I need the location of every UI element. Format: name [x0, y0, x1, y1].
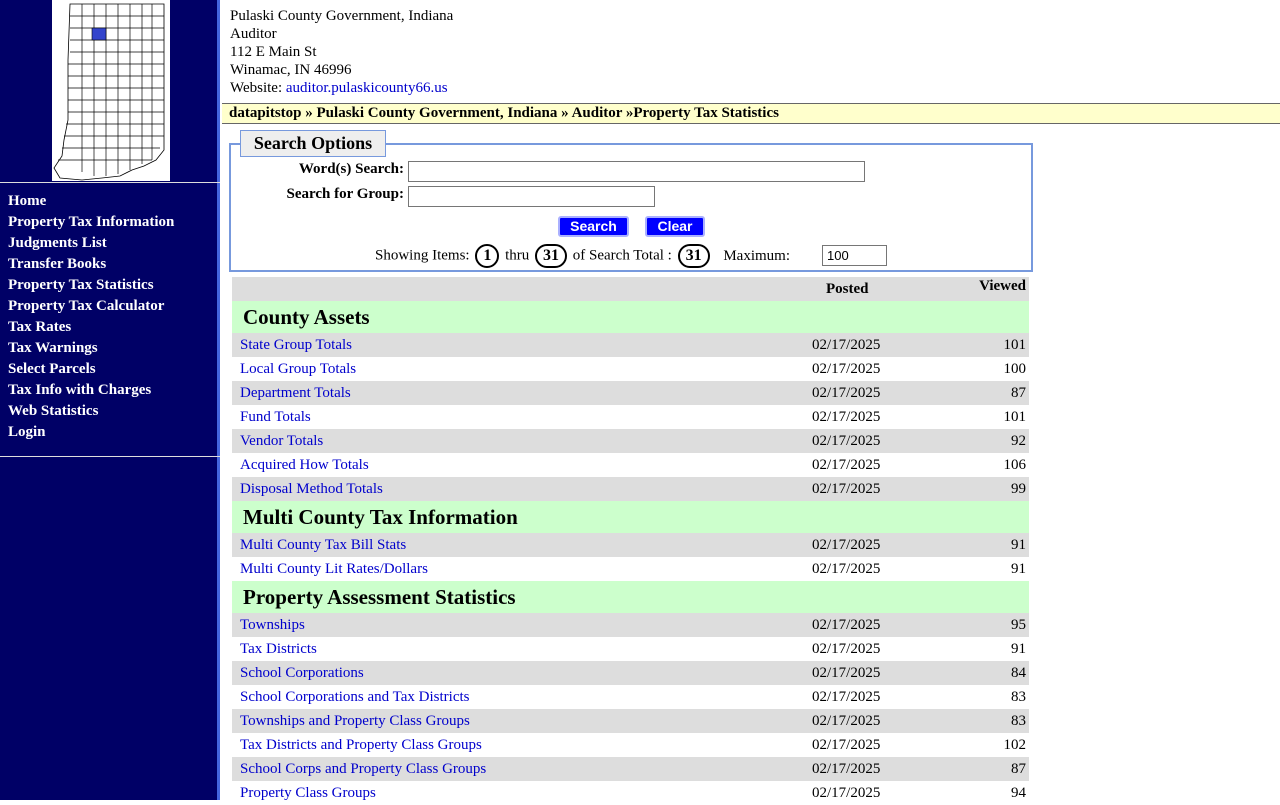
nav-link-tax-warnings[interactable]: Tax Warnings	[8, 340, 98, 356]
maximum-label: Maximum:	[723, 247, 790, 264]
report-link[interactable]: Tax Districts and Property Class Groups	[240, 737, 482, 753]
city-state-zip: Winamac, IN 46996	[230, 62, 352, 78]
nav-link-web-statistics[interactable]: Web Statistics	[8, 403, 99, 419]
viewed-count: 83	[1011, 689, 1026, 705]
report-link[interactable]: Department Totals	[240, 385, 351, 401]
report-link[interactable]: Vendor Totals	[240, 433, 324, 449]
header-address	[230, 7, 453, 97]
search-button[interactable]: Search	[558, 216, 629, 237]
table-row	[232, 557, 1029, 581]
viewed-count: 101	[1003, 337, 1026, 353]
nav-link-home[interactable]: Home	[8, 193, 47, 209]
nav-item-tax-info-with-charges	[8, 381, 174, 402]
viewed-count: 84	[1011, 665, 1026, 681]
nav-item-property-tax-statistics	[8, 276, 174, 297]
table-row	[232, 733, 1029, 757]
group-search-label: Search for Group:	[286, 186, 404, 202]
nav-item-tax-rates	[8, 318, 174, 339]
report-link[interactable]: Acquired How Totals	[240, 457, 369, 473]
sidebar-nav	[8, 192, 174, 444]
posted-date: 02/17/2025	[812, 713, 881, 729]
viewed-count: 101	[1003, 409, 1026, 425]
viewed-count: 91	[1011, 561, 1026, 577]
viewed-count: 87	[1011, 385, 1026, 401]
report-link[interactable]: Property Class Groups	[240, 785, 376, 801]
table-row	[232, 661, 1029, 685]
report-link[interactable]: Disposal Method Totals	[240, 481, 383, 497]
nav-item-transfer-books	[8, 255, 174, 276]
posted-date: 02/17/2025	[812, 537, 881, 553]
nav-link-login[interactable]: Login	[8, 424, 46, 440]
showing-label: Showing Items:	[375, 247, 470, 264]
words-search-label: Word(s) Search:	[298, 161, 404, 177]
table-row	[232, 685, 1029, 709]
group-header: Multi County Tax Information	[232, 501, 1029, 533]
posted-date: 02/17/2025	[812, 785, 881, 801]
posted-date: 02/17/2025	[812, 361, 881, 377]
table-row	[232, 757, 1029, 781]
nav-item-judgments-list	[8, 234, 174, 255]
breadcrumb: datapitstop » Pulaski County Government, Indiana » Auditor »Property Tax Statistics	[222, 103, 1280, 124]
website-link[interactable]: auditor.pulaskicounty66.us	[285, 80, 448, 96]
table-row	[232, 357, 1029, 381]
thru-label: thru	[505, 247, 530, 264]
items-to-badge: 31	[535, 244, 567, 268]
posted-date: 02/17/2025	[812, 409, 881, 425]
nav-link-select-parcels[interactable]: Select Parcels	[8, 361, 96, 377]
viewed-count: 99	[1011, 481, 1026, 497]
table-row	[232, 781, 1029, 805]
viewed-count: 92	[1011, 433, 1026, 449]
viewed-count: 91	[1011, 641, 1026, 657]
nav-item-property-tax-information	[8, 213, 174, 234]
nav-link-property-tax-statistics[interactable]: Property Tax Statistics	[8, 277, 154, 293]
posted-date: 02/17/2025	[812, 641, 881, 657]
clear-button[interactable]: Clear	[645, 216, 705, 237]
website-label: Website:	[230, 80, 283, 96]
nav-item-property-tax-calculator	[8, 297, 174, 318]
report-link[interactable]: Multi County Lit Rates/Dollars	[240, 561, 428, 577]
results-rows	[232, 301, 1029, 805]
viewed-column-header: Viewed	[979, 278, 1026, 294]
posted-date: 02/17/2025	[812, 433, 881, 449]
words-search-input[interactable]	[408, 161, 865, 182]
posted-date: 02/17/2025	[812, 337, 881, 353]
report-link[interactable]: State Group Totals	[240, 337, 352, 353]
nav-item-web-statistics	[8, 402, 174, 423]
table-row	[232, 405, 1029, 429]
pulaski-county-highlight	[92, 28, 106, 40]
search-options-legend: Search Options	[240, 130, 386, 157]
viewed-count: 95	[1011, 617, 1026, 633]
posted-date: 02/17/2025	[812, 561, 881, 577]
table-row	[232, 613, 1029, 637]
items-from-badge: 1	[475, 244, 499, 268]
nav-item-login	[8, 423, 174, 444]
report-link[interactable]: Townships	[240, 617, 305, 633]
posted-date: 02/17/2025	[812, 617, 881, 633]
dept-name: Auditor	[230, 26, 277, 42]
report-link[interactable]: Fund Totals	[240, 409, 311, 425]
report-link[interactable]: Multi County Tax Bill Stats	[240, 537, 407, 553]
table-row	[232, 709, 1029, 733]
results-table	[232, 277, 1029, 805]
nav-item-select-parcels	[8, 360, 174, 381]
table-row	[232, 333, 1029, 357]
nav-link-property-tax-information[interactable]: Property Tax Information	[8, 214, 175, 230]
viewed-count: 87	[1011, 761, 1026, 777]
viewed-count: 106	[1003, 457, 1026, 473]
showing-items-line	[375, 243, 790, 267]
nav-link-judgments-list[interactable]: Judgments List	[8, 235, 107, 251]
posted-column-header: Posted	[826, 281, 869, 297]
report-link[interactable]: School Corps and Property Class Groups	[240, 761, 487, 777]
table-row	[232, 477, 1029, 501]
viewed-count: 102	[1003, 737, 1026, 753]
posted-date: 02/17/2025	[812, 689, 881, 705]
report-link[interactable]: Tax Districts	[240, 641, 317, 657]
street-address: 112 E Main St	[230, 44, 317, 60]
report-link[interactable]: School Corporations	[240, 665, 364, 681]
sidebar	[0, 0, 220, 800]
nav-item-home	[8, 192, 174, 213]
table-row	[232, 637, 1029, 661]
search-total-label: of Search Total :	[572, 247, 672, 264]
table-row	[232, 429, 1029, 453]
posted-date: 02/17/2025	[812, 761, 881, 777]
viewed-count: 91	[1011, 537, 1026, 553]
report-link[interactable]: Townships and Property Class Groups	[240, 713, 470, 729]
org-name: Pulaski County Government, Indiana	[230, 8, 454, 24]
posted-date: 02/17/2025	[812, 737, 881, 753]
nav-item-tax-warnings	[8, 339, 174, 360]
nav-link-transfer-books[interactable]: Transfer Books	[8, 256, 107, 272]
nav-link-tax-rates[interactable]: Tax Rates	[8, 319, 72, 335]
group-search-input[interactable]	[408, 186, 655, 207]
viewed-count: 100	[1003, 361, 1026, 377]
website-line	[230, 79, 453, 97]
maximum-input[interactable]	[822, 245, 887, 266]
posted-date: 02/17/2025	[812, 481, 881, 497]
group-header: County Assets	[232, 301, 1029, 333]
group-header: Property Assessment Statistics	[232, 581, 1029, 613]
posted-date: 02/17/2025	[812, 457, 881, 473]
table-row	[232, 453, 1029, 477]
table-row	[232, 381, 1029, 405]
posted-date: 02/17/2025	[812, 665, 881, 681]
indiana-map-icon	[52, 0, 170, 181]
nav-link-property-tax-calculator[interactable]: Property Tax Calculator	[8, 298, 165, 314]
table-header-row	[232, 277, 1029, 301]
nav-link-tax-info-with-charges[interactable]: Tax Info with Charges	[8, 382, 152, 398]
viewed-count: 94	[1011, 785, 1026, 801]
indiana-county-map[interactable]	[52, 0, 170, 181]
sidebar-divider-top	[0, 182, 220, 183]
table-row	[232, 533, 1029, 557]
sidebar-divider-bottom	[0, 456, 220, 457]
report-link[interactable]: School Corporations and Tax Districts	[240, 689, 470, 705]
viewed-count: 83	[1011, 713, 1026, 729]
posted-date: 02/17/2025	[812, 385, 881, 401]
report-link[interactable]: Local Group Totals	[240, 361, 357, 377]
search-total-badge: 31	[678, 244, 710, 268]
